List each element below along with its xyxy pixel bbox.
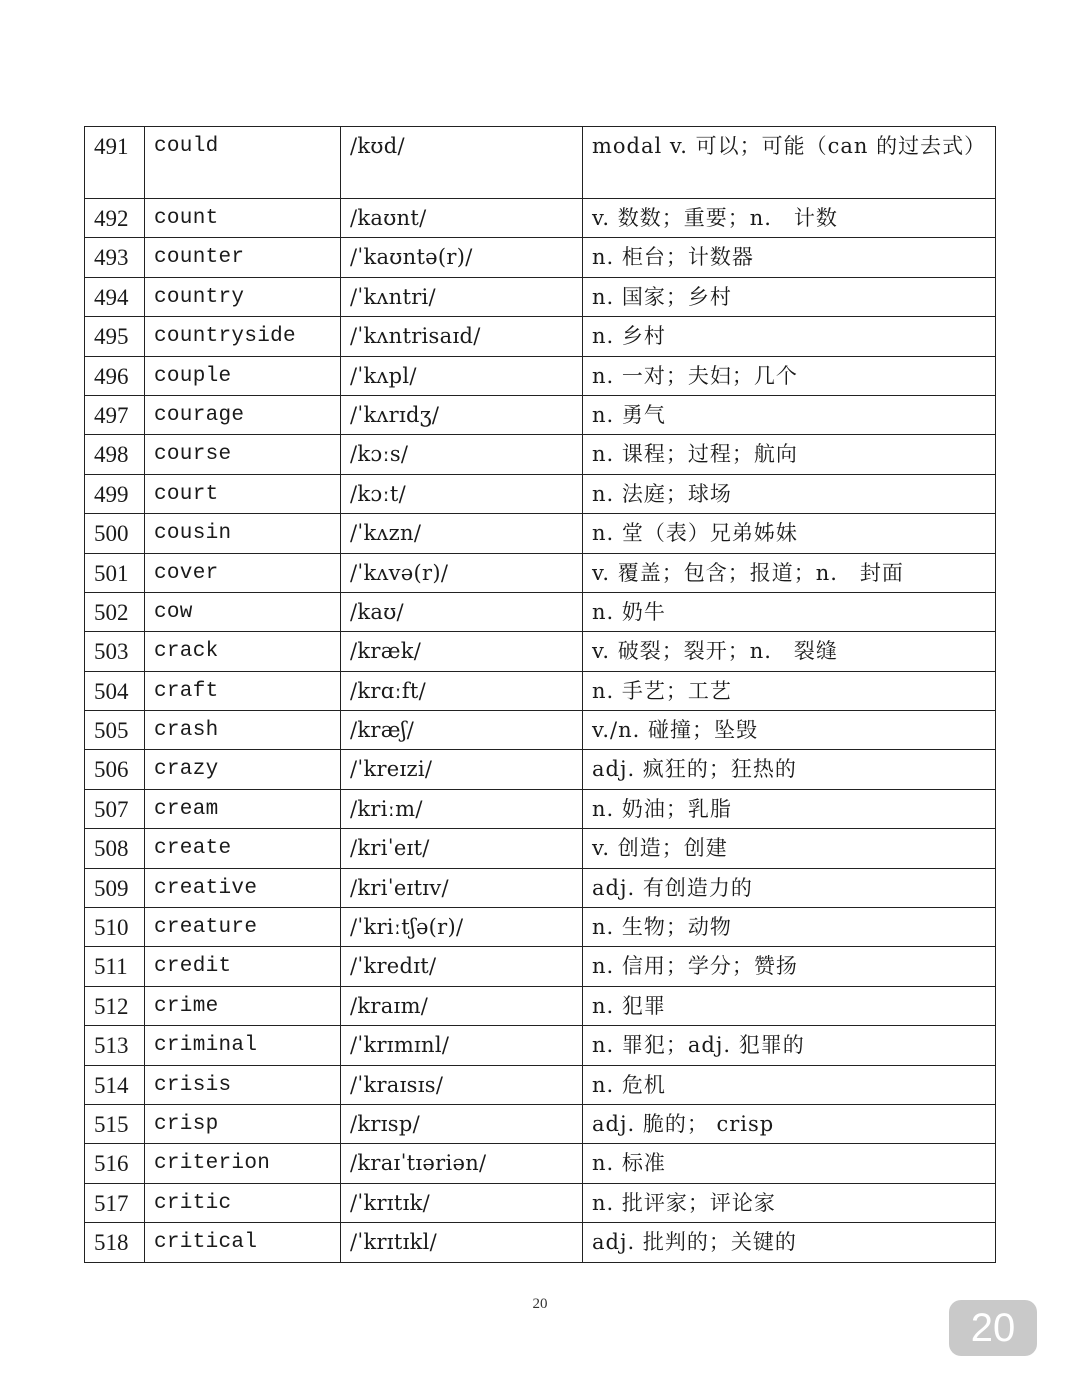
entry-phonetic: /ˈkʌrɪdʒ/ (341, 395, 583, 434)
table-row (85, 868, 996, 907)
entry-number: 506 (85, 750, 145, 789)
entry-phonetic: /kaʊ/ (341, 592, 583, 631)
table-row (85, 1065, 996, 1104)
table-row (85, 1104, 996, 1143)
table-row (85, 277, 996, 316)
entry-phonetic: /ˈkʌntri/ (341, 277, 583, 316)
entry-meaning: n. 手艺；工艺 (583, 671, 996, 710)
entry-meaning: modal v. 可以；可能（can 的过去式） (583, 127, 996, 199)
table-row (85, 127, 996, 199)
entry-word: credit (145, 947, 341, 986)
entry-meaning: n. 国家；乡村 (583, 277, 996, 316)
entry-meaning: n. 课程；过程；航向 (583, 435, 996, 474)
entry-phonetic: /kriːm/ (341, 789, 583, 828)
entry-number: 515 (85, 1104, 145, 1143)
entry-meaning: n. 一对；夫妇；几个 (583, 356, 996, 395)
entry-word: crisp (145, 1104, 341, 1143)
entry-phonetic: /ˈkʌzn/ (341, 514, 583, 553)
entry-number: 497 (85, 395, 145, 434)
entry-meaning: n. 标准 (583, 1144, 996, 1183)
entry-number: 501 (85, 553, 145, 592)
entry-number: 502 (85, 592, 145, 631)
entry-number: 500 (85, 514, 145, 553)
table-row (85, 474, 996, 513)
entry-word: countryside (145, 317, 341, 356)
entry-word: critical (145, 1223, 341, 1262)
entry-number: 492 (85, 199, 145, 238)
table-row (85, 632, 996, 671)
entry-phonetic: /ˈkraɪsɪs/ (341, 1065, 583, 1104)
entry-number: 504 (85, 671, 145, 710)
entry-phonetic: /ˈkaʊntə(r)/ (341, 238, 583, 277)
table-row (85, 750, 996, 789)
entry-meaning: n. 信用；学分；赞扬 (583, 947, 996, 986)
entry-meaning: n. 勇气 (583, 395, 996, 434)
entry-word: creative (145, 868, 341, 907)
table-row (85, 435, 996, 474)
entry-number: 495 (85, 317, 145, 356)
entry-number: 508 (85, 829, 145, 868)
table-row (85, 356, 996, 395)
entry-word: count (145, 199, 341, 238)
table-row (85, 829, 996, 868)
entry-word: critic (145, 1183, 341, 1222)
table-row (85, 199, 996, 238)
table-row (85, 592, 996, 631)
entry-word: course (145, 435, 341, 474)
entry-word: couple (145, 356, 341, 395)
vocabulary-table (84, 126, 996, 1263)
entry-number: 498 (85, 435, 145, 474)
entry-meaning: n. 乡村 (583, 317, 996, 356)
entry-number: 491 (85, 127, 145, 199)
entry-word: court (145, 474, 341, 513)
entry-word: crazy (145, 750, 341, 789)
entry-phonetic: /ˈkriːtʃə(r)/ (341, 908, 583, 947)
entry-word: criterion (145, 1144, 341, 1183)
entry-phonetic: /kʊd/ (341, 127, 583, 199)
table-row (85, 947, 996, 986)
entry-word: cream (145, 789, 341, 828)
entry-meaning: n. 犯罪 (583, 986, 996, 1025)
entry-word: crisis (145, 1065, 341, 1104)
entry-meaning: adj. 有创造力的 (583, 868, 996, 907)
entry-phonetic: /kræk/ (341, 632, 583, 671)
table-row (85, 395, 996, 434)
entry-phonetic: /ˈkʌvə(r)/ (341, 553, 583, 592)
entry-word: crime (145, 986, 341, 1025)
entry-number: 513 (85, 1026, 145, 1065)
entry-phonetic: /kaʊnt/ (341, 199, 583, 238)
entry-number: 505 (85, 711, 145, 750)
vocabulary-table-body (85, 127, 996, 1263)
entry-phonetic: /kraɪm/ (341, 986, 583, 1025)
entry-number: 514 (85, 1065, 145, 1104)
table-row (85, 711, 996, 750)
entry-word: criminal (145, 1026, 341, 1065)
entry-phonetic: /krɑːft/ (341, 671, 583, 710)
entry-number: 510 (85, 908, 145, 947)
table-row (85, 908, 996, 947)
entry-phonetic: /kriˈeɪtɪv/ (341, 868, 583, 907)
table-row (85, 1144, 996, 1183)
entry-meaning: n. 罪犯；adj. 犯罪的 (583, 1026, 996, 1065)
entry-word: cover (145, 553, 341, 592)
entry-phonetic: /ˈkrɪtɪk/ (341, 1183, 583, 1222)
entry-phonetic: /kɔːt/ (341, 474, 583, 513)
entry-number: 494 (85, 277, 145, 316)
entry-number: 512 (85, 986, 145, 1025)
entry-number: 496 (85, 356, 145, 395)
entry-number: 509 (85, 868, 145, 907)
entry-word: counter (145, 238, 341, 277)
table-row (85, 238, 996, 277)
table-row (85, 553, 996, 592)
table-row (85, 671, 996, 710)
entry-meaning: adj. 批判的；关键的 (583, 1223, 996, 1262)
entry-number: 516 (85, 1144, 145, 1183)
table-row (85, 789, 996, 828)
entry-word: create (145, 829, 341, 868)
entry-word: courage (145, 395, 341, 434)
table-row (85, 1183, 996, 1222)
entry-meaning: v. 覆盖；包含；报道；n. 封面 (583, 553, 996, 592)
entry-word: crack (145, 632, 341, 671)
table-row (85, 514, 996, 553)
entry-meaning: n. 堂（表）兄弟姊妹 (583, 514, 996, 553)
entry-meaning: v. 创造；创建 (583, 829, 996, 868)
entry-word: cow (145, 592, 341, 631)
entry-meaning: n. 批评家；评论家 (583, 1183, 996, 1222)
entry-phonetic: /kriˈeɪt/ (341, 829, 583, 868)
entry-meaning: n. 生物；动物 (583, 908, 996, 947)
entry-number: 511 (85, 947, 145, 986)
page-number: 20 (532, 1296, 548, 1312)
entry-phonetic: /krɪsp/ (341, 1104, 583, 1143)
entry-meaning: adj. 脆的； crisp (583, 1104, 996, 1143)
entry-phonetic: /ˈkrɪmɪnl/ (341, 1026, 583, 1065)
entry-meaning: adj. 疯狂的；狂热的 (583, 750, 996, 789)
entry-meaning: v. 破裂；裂开；n. 裂缝 (583, 632, 996, 671)
entry-meaning: n. 柜台；计数器 (583, 238, 996, 277)
table-row (85, 317, 996, 356)
table-row (85, 1026, 996, 1065)
entry-phonetic: /kɔːs/ (341, 435, 583, 474)
entry-word: creature (145, 908, 341, 947)
entry-meaning: n. 奶油；乳脂 (583, 789, 996, 828)
entry-word: craft (145, 671, 341, 710)
entry-word: could (145, 127, 341, 199)
entry-word: crash (145, 711, 341, 750)
entry-meaning: v./n. 碰撞；坠毁 (583, 711, 996, 750)
page-badge: 20 (949, 1300, 1037, 1356)
entry-meaning: v. 数数；重要；n. 计数 (583, 199, 996, 238)
table-row (85, 1223, 996, 1262)
entry-word: cousin (145, 514, 341, 553)
entry-phonetic: /ˈkʌpl/ (341, 356, 583, 395)
entry-phonetic: /ˈkʌntrisaɪd/ (341, 317, 583, 356)
entry-word: country (145, 277, 341, 316)
entry-number: 503 (85, 632, 145, 671)
entry-meaning: n. 危机 (583, 1065, 996, 1104)
entry-number: 499 (85, 474, 145, 513)
entry-phonetic: /ˈkredɪt/ (341, 947, 583, 986)
entry-phonetic: /kraɪˈtɪəriən/ (341, 1144, 583, 1183)
entry-number: 517 (85, 1183, 145, 1222)
entry-phonetic: /ˈkrɪtɪkl/ (341, 1223, 583, 1262)
entry-meaning: n. 奶牛 (583, 592, 996, 631)
entry-number: 493 (85, 238, 145, 277)
entry-number: 507 (85, 789, 145, 828)
entry-phonetic: /ˈkreɪzi/ (341, 750, 583, 789)
entry-number: 518 (85, 1223, 145, 1262)
entry-phonetic: /kræʃ/ (341, 711, 583, 750)
table-row (85, 986, 996, 1025)
entry-meaning: n. 法庭；球场 (583, 474, 996, 513)
